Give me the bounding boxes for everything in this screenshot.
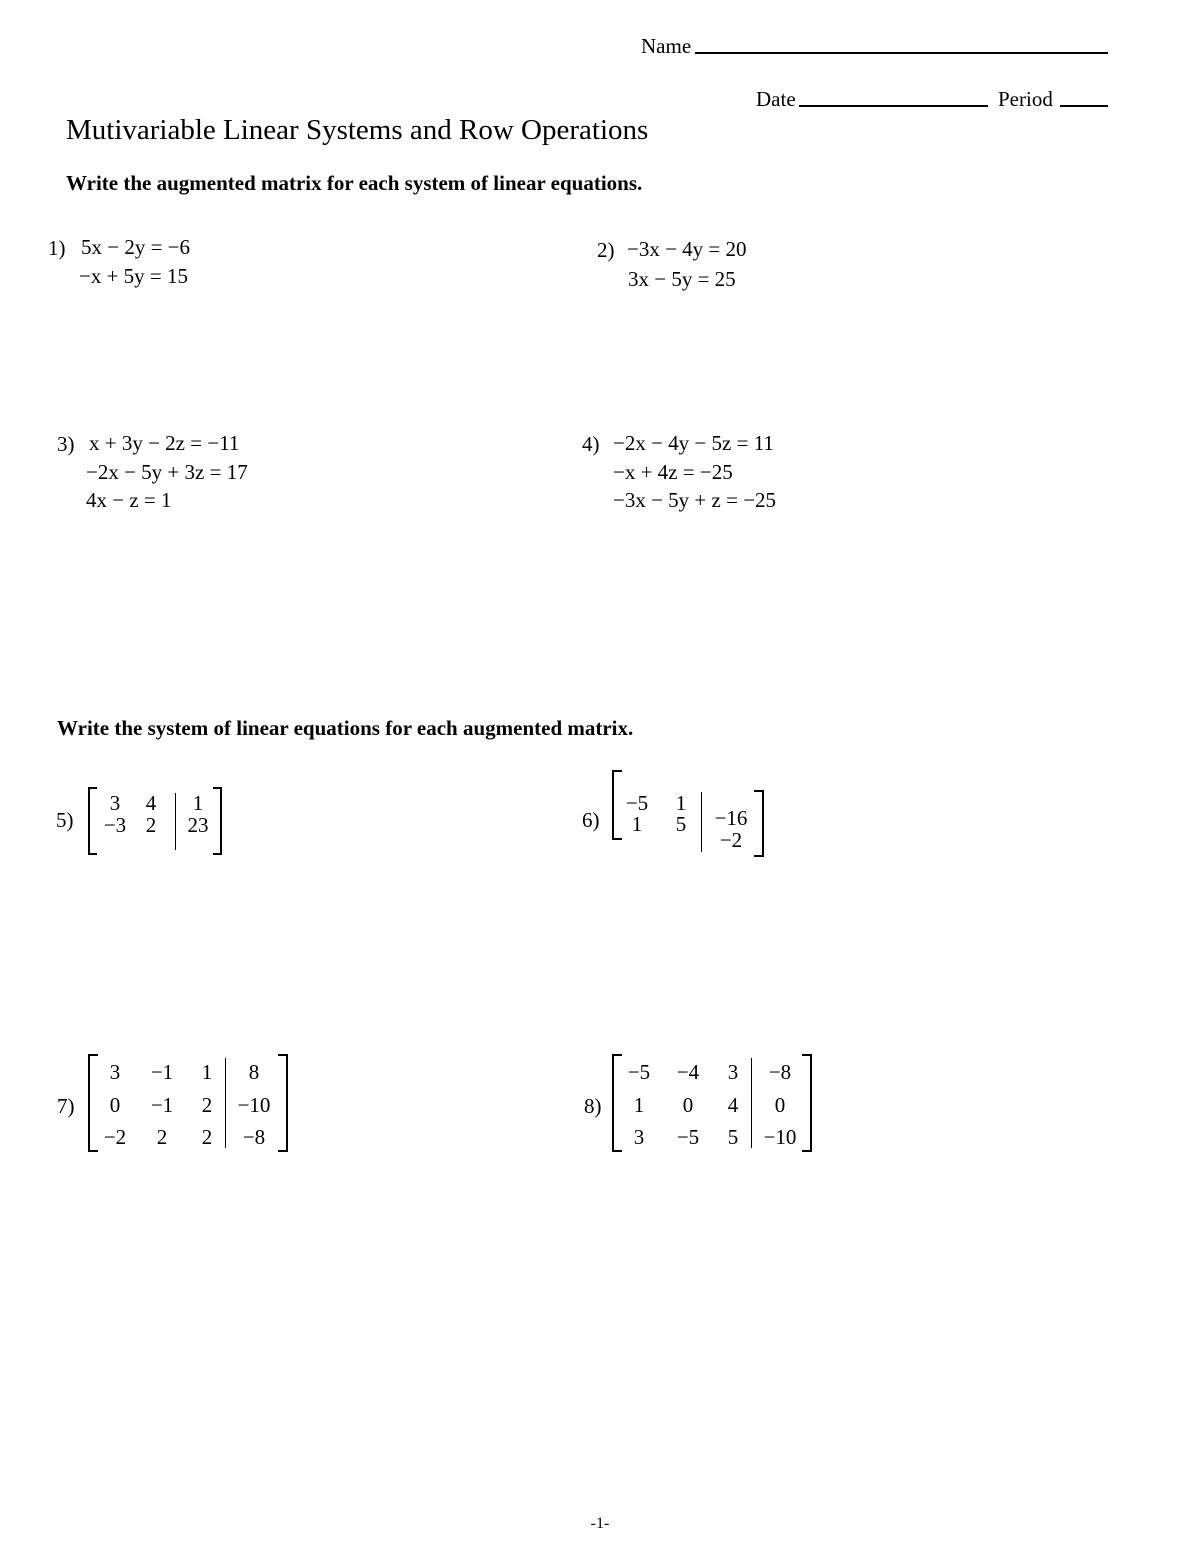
section1-instruction: Write the augmented matrix for each system of linear equations. (66, 171, 643, 195)
matrix-cell: 1 (201, 1060, 213, 1084)
matrix-cell: −1 (150, 1060, 174, 1084)
matrix-cell: −10 (237, 1093, 271, 1117)
left-bracket (612, 1054, 622, 1152)
matrix-cell: 1 (631, 812, 643, 836)
equation-line: −3x − 5y + z = −25 (613, 488, 777, 512)
matrix-cell: −8 (242, 1125, 266, 1149)
equation-line: −2x − 5y + 3z = 17 (86, 460, 248, 484)
matrix-cell: −2 (103, 1125, 127, 1149)
matrix-cell: 1 (192, 791, 204, 815)
matrix-cell: −1 (150, 1093, 174, 1117)
augmented-matrix-5 (88, 789, 222, 853)
equation-line: −x + 4z = −25 (613, 460, 733, 484)
matrix-cell: 5 (675, 812, 687, 836)
equation-line: 3x − 5y = 25 (628, 267, 736, 291)
worksheet-title: Mutivariable Linear Systems and Row Operations (66, 114, 649, 146)
equation-line: −3x − 4y = 20 (627, 237, 747, 261)
equation-line: −2x − 4y − 5z = 11 (613, 431, 774, 455)
matrix-cell: 2 (201, 1093, 213, 1117)
problem-number: 4) (582, 432, 600, 456)
problem-number: 2) (597, 238, 615, 262)
period-label: Period (998, 87, 1053, 111)
matrix-cell: 4 (145, 791, 157, 815)
matrix-cell: −16 (714, 806, 748, 830)
left-bracket (88, 787, 97, 855)
equation-line: 5x − 2y = −6 (81, 235, 191, 259)
augment-divider (225, 1058, 226, 1148)
equation-line: x + 3y − 2z = −11 (89, 431, 240, 455)
matrix-cell: 2 (156, 1125, 168, 1149)
augment-divider (175, 793, 176, 850)
problem-number: 8) (584, 1094, 602, 1118)
matrix-cell: −2 (719, 828, 743, 852)
matrix-cell: 3 (633, 1125, 645, 1149)
page-number: -1- (590, 1515, 610, 1532)
augmented-matrix-7 (88, 1054, 288, 1152)
matrix-cell: 1 (675, 791, 687, 815)
name-label: Name (641, 34, 692, 58)
problem-number: 3) (57, 432, 75, 456)
right-bracket (754, 790, 764, 857)
matrix-cell: −5 (627, 1060, 651, 1084)
equation-line: 4x − z = 1 (86, 488, 172, 512)
right-bracket (802, 1054, 812, 1152)
section2-instruction: Write the system of linear equations for each augmented matrix. (57, 716, 634, 740)
matrix-cell: −3 (103, 813, 127, 837)
problem-number: 6) (582, 808, 600, 832)
date-label: Date (756, 87, 796, 111)
matrix-cell: 2 (145, 813, 157, 837)
matrix-cell: 5 (727, 1125, 739, 1149)
date-field[interactable] (799, 105, 988, 107)
problem-number: 1) (48, 236, 66, 260)
augment-divider (701, 792, 702, 852)
augmented-matrix-6 (612, 770, 764, 856)
problem-number: 5) (56, 808, 74, 832)
equation-line: −x + 5y = 15 (79, 264, 189, 288)
name-field[interactable] (695, 52, 1108, 54)
matrix-cell: −10 (763, 1125, 797, 1149)
matrix-cell: 0 (774, 1093, 786, 1117)
left-bracket (88, 1054, 98, 1152)
matrix-cell: 0 (682, 1093, 694, 1117)
period-field[interactable] (1060, 105, 1108, 107)
matrix-cell: 2 (201, 1125, 213, 1149)
matrix-cell: −5 (676, 1125, 700, 1149)
right-bracket (213, 787, 222, 855)
augmented-matrix-8 (612, 1054, 812, 1152)
right-bracket (278, 1054, 288, 1152)
matrix-cell: 3 (727, 1060, 739, 1084)
matrix-cell: 3 (109, 791, 121, 815)
matrix-cell: 23 (187, 813, 209, 837)
matrix-cell: −5 (625, 791, 649, 815)
augment-divider (751, 1058, 752, 1148)
matrix-cell: 1 (633, 1093, 645, 1117)
matrix-cell: −8 (768, 1060, 792, 1084)
problem-number: 7) (57, 1094, 75, 1118)
matrix-cell: 3 (109, 1060, 121, 1084)
matrix-cell: 4 (727, 1093, 739, 1117)
matrix-cell: 0 (109, 1093, 121, 1117)
matrix-cell: 8 (248, 1060, 260, 1084)
matrix-cell: −4 (676, 1060, 700, 1084)
